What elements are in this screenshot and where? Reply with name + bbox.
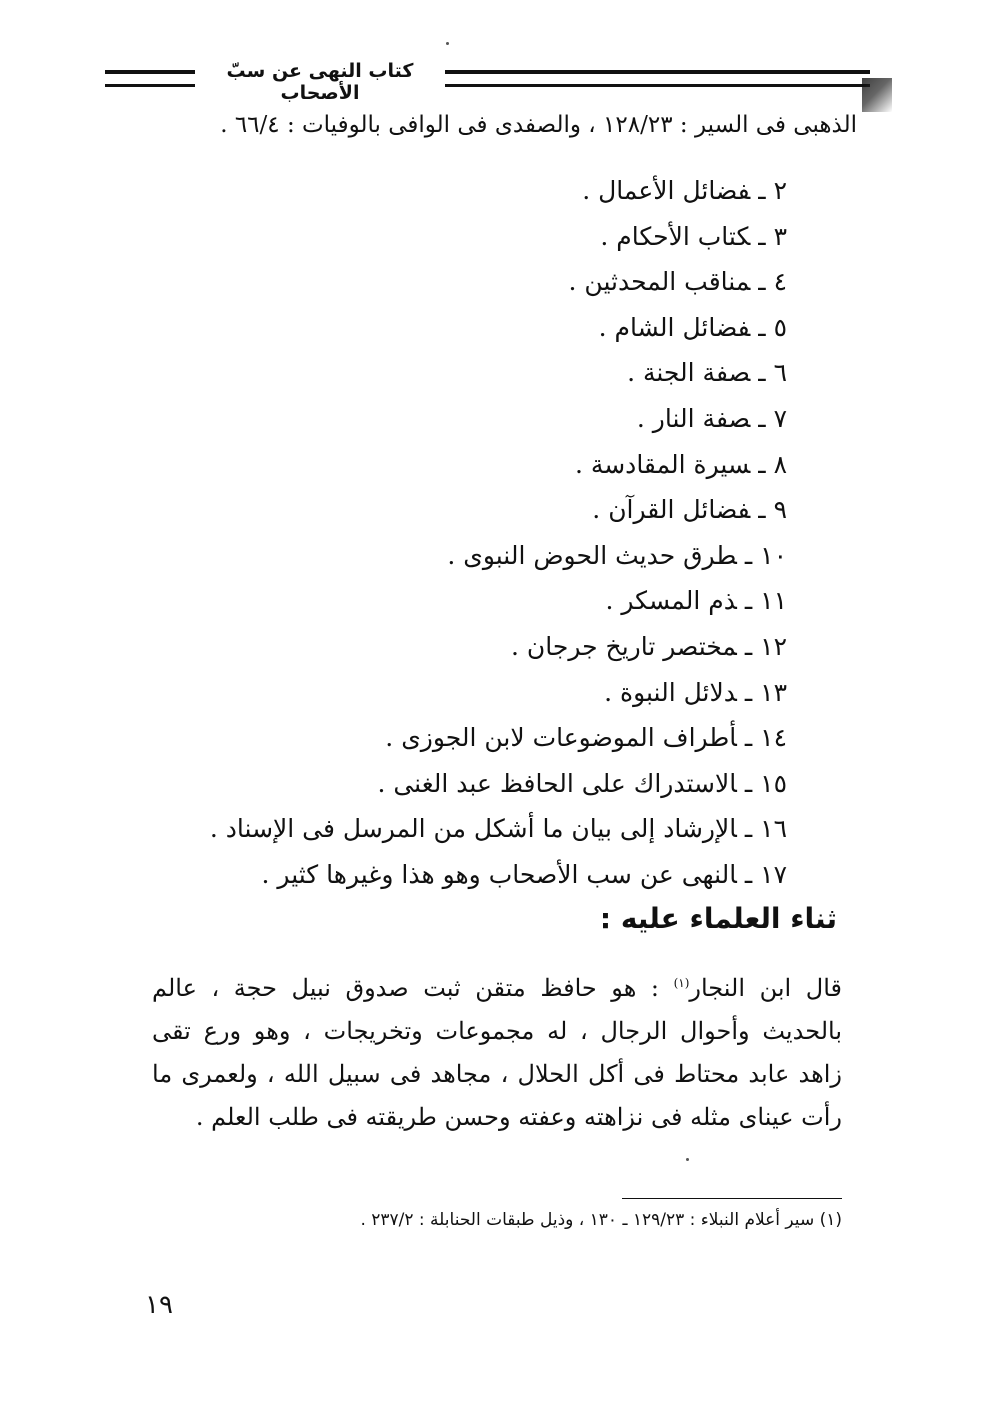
paragraph-intro: قال ابن النجار (689, 974, 842, 1002)
item-number: ١٢ ـ (744, 631, 787, 661)
works-list (187, 168, 787, 898)
item-number: ١٧ ـ (744, 859, 787, 889)
running-header (105, 60, 865, 104)
list-item (187, 396, 787, 442)
list-item (187, 259, 787, 305)
item-text: النهى عن سب الأصحاب وهو هذا وغيرها كثير . (261, 859, 737, 889)
item-text: صفة الجنة . (627, 358, 751, 388)
footnote-divider (622, 1198, 842, 1199)
footnote-marker[interactable]: (١) (673, 976, 690, 990)
page-number: ١٩ (145, 1290, 173, 1320)
list-item (187, 533, 787, 579)
list-item (187, 761, 787, 807)
list-item (187, 442, 787, 488)
item-number: ١١ ـ (744, 586, 787, 616)
item-number: ٤ ـ (758, 267, 787, 297)
item-number: ٨ ـ (758, 449, 787, 479)
item-text: صفة النار . (636, 403, 751, 433)
footnote: (١) سير أعلام النبلاء : ١٢٩/٢٣ ـ ١٣٠ ، وذيل طبقات الحنابلة : ٢٣٧/٢ . (360, 1210, 842, 1230)
item-number: ٧ ـ (758, 403, 787, 433)
reference-line: الذهبى فى السير : ١٢٨/٢٣ ، والصفدى فى الوافى بالوفيات : ٦٦/٤ . (220, 112, 857, 138)
item-text: طرق حديث الحوض النبوى . (447, 540, 737, 570)
item-number: ١٥ ـ (744, 768, 787, 798)
item-text: فضائل الشام . (598, 312, 751, 342)
list-item (187, 214, 787, 260)
item-number: ١٠ ـ (744, 540, 787, 570)
list-item (187, 578, 787, 624)
item-text: فضائل الأعمال . (582, 176, 751, 205)
scan-corner-mark (862, 78, 892, 112)
section-heading: ثناء العلماء عليه : (599, 902, 837, 935)
item-text: فضائل القرآن . (592, 495, 751, 525)
item-text: دلائل النبوة . (604, 677, 737, 707)
item-number: ١٦ ـ (744, 814, 787, 844)
item-text: كتاب الأحكام . (600, 221, 751, 251)
item-number: ١٣ ـ (744, 677, 787, 707)
item-number: ٦ ـ (758, 358, 787, 388)
list-item (187, 350, 787, 396)
header-rule-left (105, 70, 195, 87)
list-item (187, 305, 787, 351)
item-text: مناقب المحدثين . (568, 267, 751, 297)
item-text: الاستدراك على الحافظ عبد الغنى . (377, 768, 737, 798)
item-number: ٣ ـ (758, 221, 787, 251)
scan-speck (446, 42, 449, 45)
list-item (187, 624, 787, 670)
list-item (187, 670, 787, 716)
paragraph-body: : هو حافظ متقن ثبت صدوق نبيل حجة ، عالم بالحديث وأحوال الرجال ، له مجموعات وتخريجات ، وهو ورع تقى زاهد عابد محتاط فى أكل الحلال ، مجاهد فى سبيل الله ، ولعمرى ما رأت عيناى مثله فى نزاهته وعفته وحسن طريقته فى طلب العلم . (152, 974, 842, 1131)
item-number: ٢ ـ (758, 176, 787, 205)
item-text: ذم المسكر . (605, 586, 737, 616)
scan-speck (686, 1158, 689, 1161)
list-item (187, 852, 787, 898)
item-number: ١٤ ـ (744, 723, 787, 753)
item-text: أطراف الموضوعات لابن الجوزى . (385, 723, 737, 753)
list-item (187, 168, 787, 214)
list-item (187, 806, 787, 852)
item-text: مختصر تاريخ جرجان . (511, 631, 737, 661)
list-item (187, 715, 787, 761)
item-text: الإرشاد إلى بيان ما أشكل من المرسل فى الإسناد . (209, 814, 737, 844)
item-number: ٩ ـ (758, 495, 787, 525)
header-rule-right (445, 70, 870, 87)
list-item (187, 487, 787, 533)
item-number: ٥ ـ (758, 312, 787, 342)
header-title: كتاب النهى عن سبّ الأصحاب (226, 60, 414, 104)
item-text: سيرة المقادسة . (574, 449, 751, 479)
body-paragraph (152, 962, 842, 1139)
